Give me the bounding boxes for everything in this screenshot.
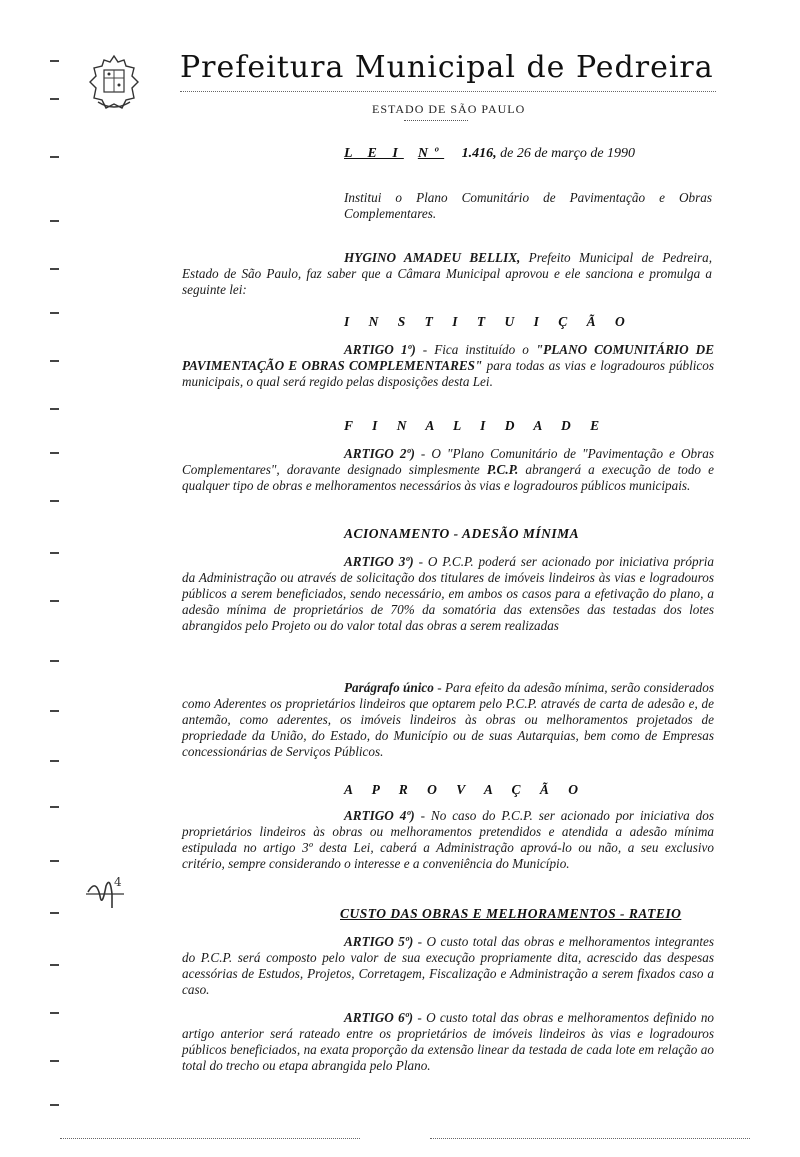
article-4-text: - No caso do P.C.P. ser acionado por iniciativa dos proprietários lindeiros às obras ou melhoramentos pretendidos e atendida a adesão mínima estipulada no artigo 3º desta Lei, caberá a Administração aprová-lo ou não, a seu exclusivo critério, sempre considerando o interesse e a conveniência do Município. xyxy=(182,808,715,871)
article-6-text: - O custo total das obras e melhoramentos definido no artigo anterior será rateado entre os proprietários de imóveis lindeiros às vias e logradouros públicos beneficiados, na exata proporção da extensão linear da testada de cada lote em relação ao total do trecho ou etapa abrangida pelo Plano. xyxy=(182,1010,715,1073)
article-2 xyxy=(182,446,714,494)
article-6 xyxy=(182,1010,714,1074)
municipal-crest-icon xyxy=(84,52,144,114)
law-prefix: L E I xyxy=(344,146,404,161)
article-5-text: - O custo total das obras e melhoramentos integrantes do P.C.P. será composto pelo valor de sua execução propriamente dita, acrescido das despesas acessórias de Estudos, Projetos, Corretagem, Fiscalização e Administração a serem fixados caso a caso. xyxy=(182,934,714,997)
preamble xyxy=(182,250,712,298)
section-heading-instituicao: I N S T I T U I Ç Ã O xyxy=(344,314,633,329)
law-ementa: Institui o Plano Comunitário de Pavimentação e Obras Complementares. xyxy=(344,190,712,221)
law-title xyxy=(344,146,635,162)
article-5 xyxy=(182,934,714,998)
section-heading-finalidade: F I N A L I D A D E xyxy=(344,418,608,433)
letterhead-title: Prefeitura Municipal de Pedreira xyxy=(180,50,714,85)
letterhead-state: ESTADO DE SÃO PAULO xyxy=(372,102,526,116)
article-2-text-a: - O "Plano Comunitário de "Pavimentação e Obras Complementares", doravante designado simplesmente xyxy=(182,446,714,477)
article-2-label: ARTIGO 2º) xyxy=(344,446,415,461)
article-1-text-a: - Fica instituído o xyxy=(415,342,536,357)
law-number-label: Nº xyxy=(417,146,445,161)
handwritten-margin-note xyxy=(84,872,128,912)
section-heading-aprovacao: A P R O V A Ç Ã O xyxy=(344,782,587,797)
article-5-label: ARTIGO 5º) xyxy=(344,934,414,949)
section-heading-custo: CUSTO DAS OBRAS E MELHORAMENTOS - RATEIO xyxy=(340,906,682,921)
article-2-acronym: P.C.P. xyxy=(486,462,519,477)
footer-rule-right xyxy=(430,1138,750,1139)
state-rule xyxy=(404,120,468,121)
article-1 xyxy=(182,342,714,390)
article-2-text-b: abrangerá a execução de todo e qualquer tipo de obras e melhoramentos necessários às vias e logradouros públicos municipais. xyxy=(182,462,714,493)
article-4 xyxy=(182,808,714,872)
article-4-label: ARTIGO 4º) xyxy=(344,808,415,823)
footer-rule-left xyxy=(60,1138,360,1139)
margin-punch-marks xyxy=(50,60,62,1140)
mayor-name: HYGINO AMADEU BELLIX, xyxy=(344,250,521,265)
margin-note-text: 4 xyxy=(114,875,122,889)
article-3-text: - O P.C.P. poderá ser acionado por iniciativa própria da Administração ou através de solicitação dos titulares de imóveis lindeiros às vias e logradouros públicos a serem beneficiados, sendo necessário, em ambos os casos para a efetivação do plano, a adesão mínima de proprietários de 70% da somatória das extensões das testadas dos lotes abrangidos pelo Projeto ou do valor total das obras a serem realizadas xyxy=(182,554,715,633)
section-heading-acionamento: ACIONAMENTO - ADESÃO MÍNIMA xyxy=(344,526,580,541)
paragraph-label: Parágrafo único xyxy=(344,680,434,695)
paragraph-text: - Para efeito da adesão mínima, serão considerados como Aderentes os proprietários lindeiros que optarem pelo P.C.P. através de carta de adesão e, de antemão, como aderentes, os imóveis lindeiros às obras ou melhoramentos projetados de propriedade da União, do Estado, do Município ou de suas Autarquias, bem como de Empresas concessionárias de Serviços Públicos. xyxy=(182,680,714,759)
law-number: 1.416, xyxy=(461,146,497,161)
article-3 xyxy=(182,554,714,634)
preamble-text: Prefeito Municipal de Pedreira, Estado de São Paulo, faz saber que a Câmara Municipal aprovou e ele sanciona e promulga a seguinte lei: xyxy=(182,250,713,297)
article-1-text-b: para todas as vias e logradouros públicos municipais, o qual será regido pelas disposições desta Lei. xyxy=(182,358,714,389)
article-1-plan-name: "PLANO COMUNITÁRIO DE PAVIMENTAÇÃO E OBRAS COMPLEMENTARES" xyxy=(182,342,714,373)
law-date: de 26 de março de 1990 xyxy=(496,146,636,161)
article-3-label: ARTIGO 3º) xyxy=(344,554,414,569)
letterhead-rule xyxy=(180,91,716,92)
article-3-paragraph xyxy=(182,680,714,760)
article-1-label: ARTIGO 1º) xyxy=(344,342,416,357)
article-6-label: ARTIGO 6º) xyxy=(344,1010,414,1025)
